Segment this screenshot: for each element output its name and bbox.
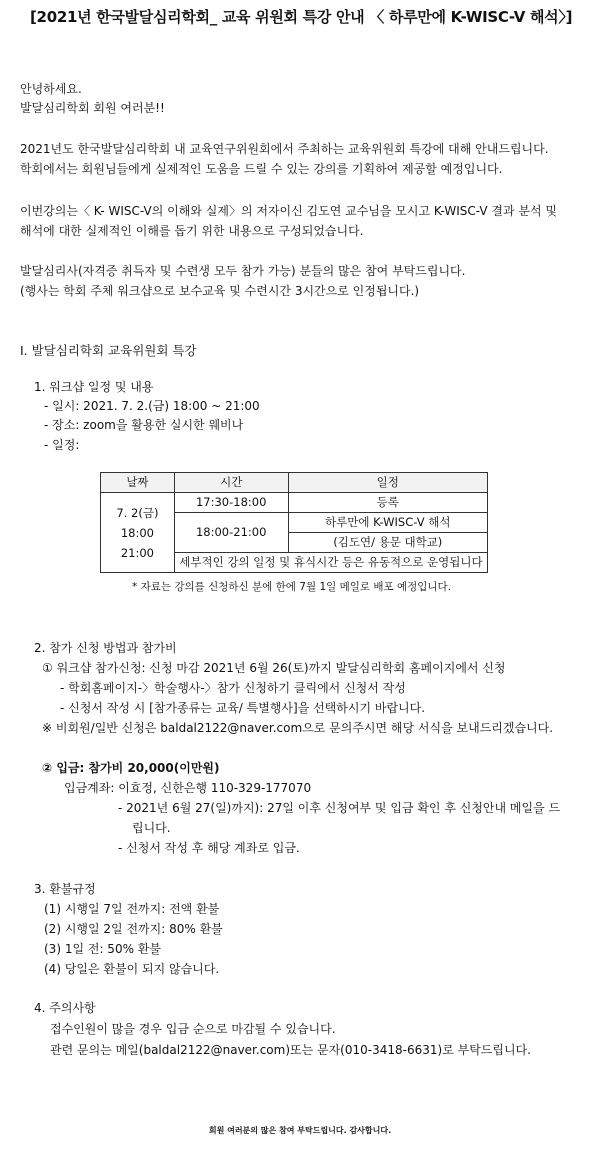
intro-paragraph-2-line-1: 이번강의는〈 K- WISC-V의 이해와 실제〉의 저자이신 김도연 교수님을 모시고 K-WISC-V 결과 분석 및 [20,204,557,218]
row2-agenda-speaker: (김도연/ 용문 대학교) [288,533,487,553]
application-step-b: - 신청서 작성 시 [참가종류는 교육/ 특별행사]을 선택하시기 바랍니다. [60,701,426,715]
row2-agenda-title: 하루만에 K-WISC-V 해석 [288,513,487,533]
section-4-heading: 4. 주의사항 [34,1001,96,1015]
payment-after: - 신청서 작성 후 해당 계좌로 입금. [118,841,300,855]
greeting: 안녕하세요. [20,82,82,96]
date-cell-end: 21:00 [120,545,154,560]
payment-account: 입금계좌: 이효정, 신한은행 110-329-177070 [64,781,312,795]
section-3-heading: 3. 환불규정 [34,882,96,896]
payment-heading: ② 입금: 참가비 20,000(이만원) [42,761,220,775]
payment-deadline-line-1: - 2021년 6월 27(일)까지): 27일 이후 신청여부 및 입금 확인 후 신청안내 메일을 드 [118,801,561,815]
intro-paragraph-1-line-1: 2021년도 한국발달심리학회 내 교육연구위원회에서 주최하는 교육위원회 특강에 대해 안내드립니다. [20,142,549,156]
refund-rule-1: (1) 시행일 7일 전까지: 전액 환불 [44,902,220,916]
notice-line-2: 관련 문의는 메일(baldal2122@naver.com)또는 문자(010-3418-6631)로 부탁드립니다. [50,1043,531,1057]
date-cell-day: 7. 2(금) [116,505,159,520]
date-cell [101,493,175,573]
header-agenda: 일정 [288,473,487,493]
application-step-a: - 학회홈페이지-〉학술행사-〉참가 신청하기 클릭에서 신청서 작성 [60,681,406,695]
closing-message: 회원 여러분의 많은 참여 부탁드립니다. 감사합니다. [208,1126,392,1135]
notice-line-1: 접수인원이 많을 경우 입금 순으로 마감될 수 있습니다. [50,1022,336,1036]
refund-rule-4: (4) 당일은 환불이 되지 않습니다. [44,962,220,976]
workshop-place: - 장소: zoom을 활용한 실시한 웨비나 [44,418,244,432]
refund-rule-2: (2) 시행일 2일 전까지: 80% 환불 [44,922,223,936]
header-time: 시간 [174,473,288,493]
row3-note: 세부적인 강의 일정 및 휴식시간 등은 유동적으로 운영됩니다 [174,553,487,573]
workshop-schedule-label: - 일정: [44,438,80,452]
refund-rule-3: (3) 1일 전: 50% 환불 [44,942,161,956]
section-1-heading: I. 발달심리학회 교육위원회 특강 [20,343,197,358]
document-title: [2021년 한국발달심리학회_ 교육 위원회 특강 안내 〈 하루만에 K-WISC-V 해석〉] [30,8,573,26]
schedule-table [100,472,488,573]
intro-paragraph-2-line-2: 해석에 대한 실제적인 이해를 돕기 위한 내용으로 구성되었습니다. [20,224,364,238]
intro-paragraph-1-line-2: 학회에서는 회원님들에게 실제적인 도움을 드릴 수 있는 강의를 기획하여 제공할 예정입니다. [20,162,503,176]
intro-paragraph-3-line-1: 발달심리사(자격증 취득자 및 수련생 모두 참가 가능) 분들의 많은 참여 부탁드립니다. [20,264,466,278]
intro-paragraph-3-line-2: (행사는 학회 주체 워크샵으로 보수교육 및 수련시간 3시간으로 인정됩니다.) [20,284,420,298]
payment-deadline-line-2: 립니다. [132,821,171,835]
row1-time: 17:30-18:00 [174,493,288,513]
application-item: ① 워크샵 참가신청: 신청 마감 2021년 6월 26(토)까지 발달심리학회 홈페이지에서 신청 [42,661,506,675]
schedule-header-row [101,473,488,493]
section-2-heading: 2. 참가 신청 방법과 참가비 [34,641,177,655]
row1-agenda: 등록 [288,493,487,513]
greeting-members: 발달심리학회 회원 여러분!! [20,101,165,115]
schedule-footnote: * 자료는 강의를 신청하신 분에 한에 7월 1일 메일로 배포 예정입니다. [132,581,452,593]
table-row [101,493,488,513]
date-cell-start: 18:00 [120,525,154,540]
row2-time: 18:00-21:00 [174,513,288,553]
header-date: 날짜 [101,473,175,493]
nonmember-note: ※ 비회원/일반 신청은 baldal2122@naver.com으로 문의주시면 해당 서식을 보내드리겠습니다. [42,721,554,735]
workshop-subheading: 1. 워크샵 일정 및 내용 [34,380,154,394]
workshop-date: - 일시: 2021. 7. 2.(금) 18:00 ~ 21:00 [44,399,260,413]
